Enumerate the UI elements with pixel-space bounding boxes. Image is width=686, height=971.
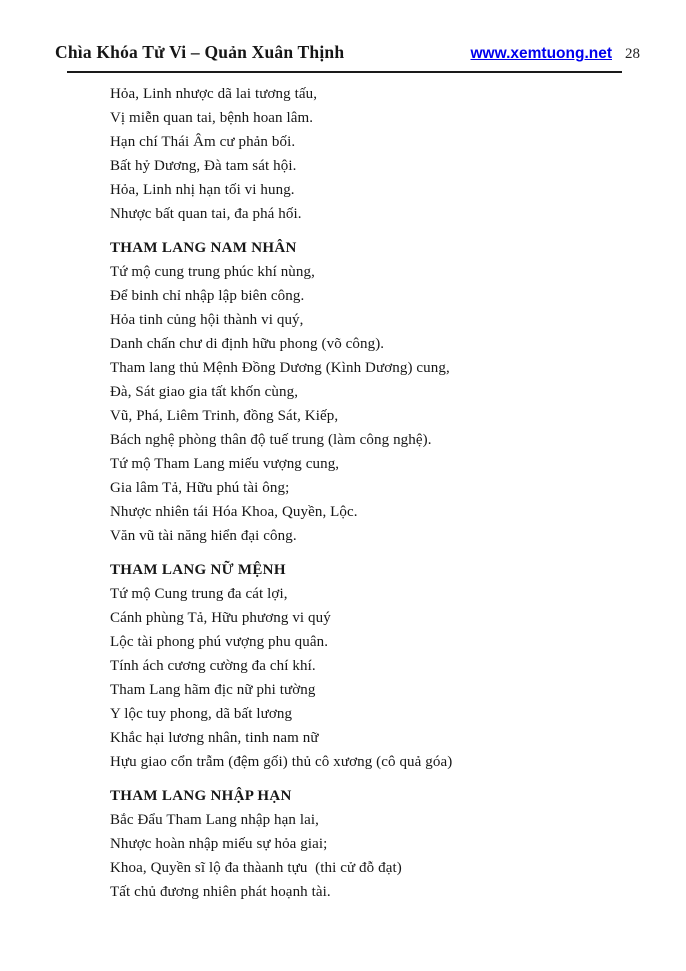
verse-section: [110, 236, 646, 548]
verse-line: Bách nghệ phòng thân độ tuế trung (làm công nghệ).: [110, 431, 432, 448]
verse-line: Cánh phùng Tả, Hữu phương vi quý: [110, 609, 331, 626]
verse-section: [110, 558, 646, 774]
verse-line: Vị miễn quan tai, bệnh hoan lâm.: [110, 109, 314, 126]
verse-line: Tham lang thủ Mệnh Đồng Dương (Kình Dương) cung,: [110, 359, 450, 376]
verse-line: Tứ mộ cung trung phúc khí nùng,: [110, 263, 315, 280]
verse-line: Hỏa, Linh nhị hạn tối vi hung.: [110, 181, 295, 198]
verse-section: [110, 784, 646, 904]
verse-line: Hỏa tinh củng hội thành vi quý,: [110, 311, 304, 328]
verse-line: Để binh chỉ nhập lập biên công.: [110, 287, 305, 304]
verse-line: Nhược bất quan tai, đa phá hối.: [110, 205, 302, 222]
verse-line: Hỏa, Linh nhược dã lai tương tấu,: [110, 85, 318, 102]
page-number: 28: [625, 46, 640, 62]
verse-line: Danh chấn chư di định hữu phong (võ công).: [110, 335, 385, 352]
verse-line: Nhược hoàn nhập miếu sự hỏa giai;: [110, 835, 328, 852]
verse-line: Hựu giao cổn trẫm (đệm gối) thủ cô xương (cô quả góa): [110, 753, 453, 770]
verse-line: Bất hỷ Dương, Đà tam sát hội.: [110, 157, 297, 174]
verse-section: [110, 82, 646, 226]
verse-line: Khoa, Quyền sĩ lộ đa thàanh tựu (thi cử đỗ đạt): [110, 859, 402, 876]
verse-line: Đà, Sát giao gia tất khốn cùng,: [110, 383, 299, 400]
website-link[interactable]: www.xemtuong.net: [470, 45, 612, 62]
verse-line: Lộc tài phong phú vượng phu quân.: [110, 633, 329, 650]
verse-line: Khắc hại lương nhân, tinh nam nữ: [110, 729, 319, 746]
section-heading: THAM LANG NHẬP HẠN: [110, 787, 292, 804]
verse-line: Gia lâm Tả, Hữu phú tài ông;: [110, 479, 290, 496]
page-header: [0, 0, 686, 63]
book-title: Chìa Khóa Tử Vi – Quản Xuân Thịnh: [55, 42, 345, 62]
verse-line: Vũ, Phá, Liêm Trinh, đồng Sát, Kiếp,: [110, 407, 339, 424]
verse-line: Tất chủ đương nhiên phát hoạnh tài.: [110, 883, 331, 900]
verse-line: Tính ách cương cường đa chí khí.: [110, 657, 316, 674]
verse-line: Tứ mộ Tham Lang miếu vượng cung,: [110, 455, 340, 472]
verse-line: Văn vũ tài năng hiển đại công.: [110, 527, 297, 544]
verse-line: Nhược nhiên tái Hóa Khoa, Quyền, Lộc.: [110, 503, 358, 520]
section-heading: THAM LANG NỮ MỆNH: [110, 561, 286, 578]
verse-line: Hạn chí Thái Âm cư phản bối.: [110, 133, 296, 150]
verse-line: Tứ mộ Cung trung đa cát lợi,: [110, 585, 288, 602]
verse-line: Tham Lang hãm địc nữ phi tường: [110, 681, 316, 698]
verse-line: Y lộc tuy phong, dã bất lương: [110, 705, 293, 722]
section-heading: THAM LANG NAM NHÂN: [110, 239, 297, 256]
page-body: [0, 73, 686, 904]
header-right: [470, 45, 640, 63]
verse-line: Bắc Đẩu Tham Lang nhập hạn lai,: [110, 811, 320, 828]
